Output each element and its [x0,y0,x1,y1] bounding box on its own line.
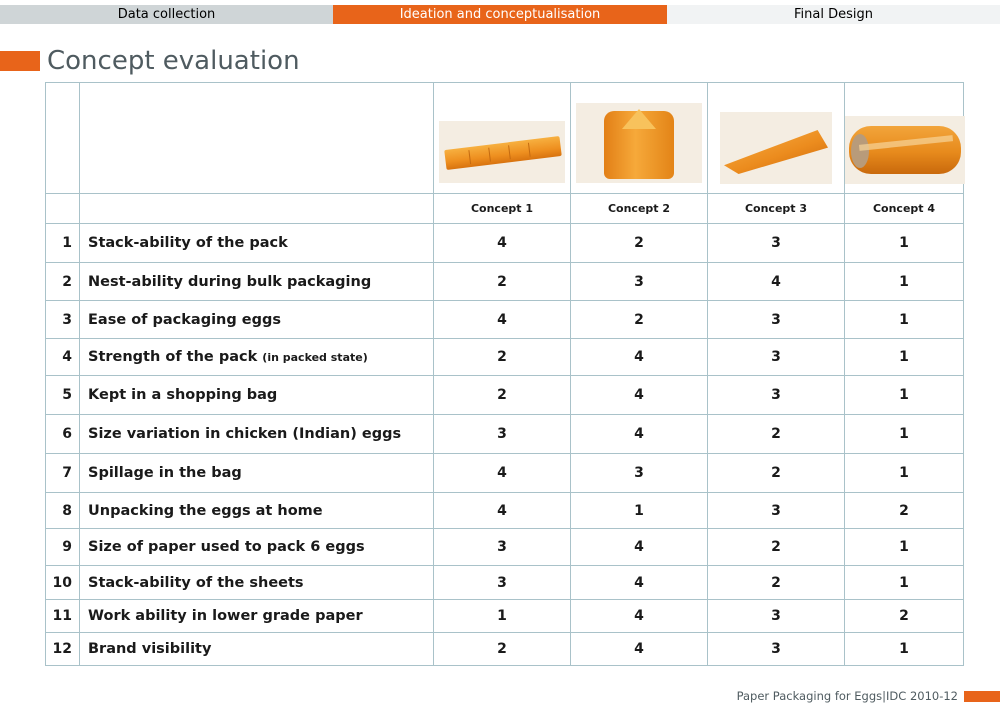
score-concept-4: 2 [845,493,964,529]
criterion-label: Unpacking the eggs at home [88,502,323,519]
score-concept-1: 4 [434,301,571,339]
criterion-cell [80,339,434,376]
score-concept-1: 1 [434,600,571,633]
score-concept-4: 1 [845,566,964,600]
row-number: 3 [46,301,80,339]
score-concept-2: 3 [571,263,708,301]
criterion-label: Stack-ability of the sheets [88,574,304,591]
score-concept-2: 2 [571,301,708,339]
score-concept-3: 2 [708,454,845,493]
score-concept-4: 1 [845,263,964,301]
score-concept-2: 4 [571,376,708,415]
row-number: 9 [46,529,80,566]
concept-3-image [720,112,832,184]
score-concept-2: 3 [571,454,708,493]
score-concept-1: 3 [434,415,571,454]
empty-cell [80,83,434,194]
concept-evaluation-table [45,82,964,666]
concept-header-row [46,194,964,224]
empty-cell [80,194,434,224]
score-concept-1: 3 [434,566,571,600]
table-row [46,633,964,666]
empty-cell [46,194,80,224]
nav-tab-ideation[interactable]: Ideation and conceptualisation [333,5,667,24]
score-concept-3: 2 [708,566,845,600]
table-row [46,566,964,600]
score-concept-1: 4 [434,493,571,529]
score-concept-1: 2 [434,633,571,666]
concept-header: Concept 4 [845,194,964,224]
table-row [46,263,964,301]
criterion-cell [80,224,434,263]
row-number: 4 [46,339,80,376]
concept-2-image-cell [571,83,708,194]
score-concept-3: 3 [708,493,845,529]
score-concept-4: 1 [845,339,964,376]
criterion-cell [80,600,434,633]
table-row [46,415,964,454]
footer-accent-bar [964,691,1000,702]
criterion-label: Brand visibility [88,641,212,657]
score-concept-1: 2 [434,376,571,415]
score-concept-4: 1 [845,415,964,454]
concept-3-image-cell [708,83,845,194]
score-concept-3: 4 [708,263,845,301]
concept-header: Concept 2 [571,194,708,224]
score-concept-2: 4 [571,566,708,600]
concept-3-pack-shape [724,130,828,174]
score-concept-4: 1 [845,224,964,263]
score-concept-4: 1 [845,301,964,339]
criterion-cell [80,301,434,339]
row-number: 1 [46,224,80,263]
score-concept-4: 1 [845,376,964,415]
score-concept-1: 4 [434,224,571,263]
criterion-cell [80,376,434,415]
criterion-label: Ease of packaging eggs [88,311,282,328]
score-concept-1: 3 [434,529,571,566]
score-concept-3: 3 [708,224,845,263]
row-number: 11 [46,600,80,633]
concept-4-image [845,116,965,184]
criterion-label: Spillage in the bag [88,465,242,481]
criterion-cell [80,633,434,666]
table-row [46,301,964,339]
score-concept-3: 2 [708,529,845,566]
criterion-label: Nest-ability during bulk packaging [88,273,372,290]
concept-header: Concept 1 [434,194,571,224]
title-accent-bar [0,51,40,71]
footer-text: Paper Packaging for Eggs|IDC 2010-12 [736,689,958,703]
criterion-cell [80,493,434,529]
score-concept-2: 4 [571,600,708,633]
score-concept-4: 1 [845,529,964,566]
row-number: 7 [46,454,80,493]
criterion-label: Work ability in lower grade paper [88,608,363,624]
score-concept-2: 1 [571,493,708,529]
row-number: 10 [46,566,80,600]
criterion-cell [80,415,434,454]
table-row [46,493,964,529]
criterion-label: Size variation in chicken (Indian) eggs [88,426,402,442]
table-row [46,339,964,376]
concept-1-image [439,121,565,183]
concept-1-pack-shape [444,136,562,170]
row-number: 2 [46,263,80,301]
score-concept-2: 4 [571,529,708,566]
criterion-cell [80,566,434,600]
criterion-label: Strength of the pack [88,349,258,365]
section-nav [0,5,1000,24]
concept-4-pack-shape [849,126,961,174]
score-concept-3: 3 [708,339,845,376]
row-number: 6 [46,415,80,454]
score-concept-3: 3 [708,376,845,415]
score-concept-3: 3 [708,600,845,633]
empty-cell [46,83,80,194]
page-title: Concept evaluation [47,46,300,76]
concept-header: Concept 3 [708,194,845,224]
table-row [46,529,964,566]
row-number: 8 [46,493,80,529]
concept-4-image-cell [845,83,964,194]
score-concept-3: 3 [708,633,845,666]
concept-1-image-cell [434,83,571,194]
score-concept-1: 2 [434,339,571,376]
score-concept-1: 4 [434,454,571,493]
score-concept-4: 1 [845,454,964,493]
score-concept-3: 2 [708,415,845,454]
score-concept-4: 2 [845,600,964,633]
row-number: 12 [46,633,80,666]
nav-tab-data-collection[interactable]: Data collection [0,5,333,24]
criterion-note: (in packed state) [262,351,368,364]
table-row [46,454,964,493]
criterion-cell [80,454,434,493]
criterion-label: Stack-ability of the pack [88,235,288,251]
score-concept-2: 4 [571,633,708,666]
table-row [46,224,964,263]
score-concept-4: 1 [845,633,964,666]
criterion-cell [80,263,434,301]
criterion-cell [80,529,434,566]
score-concept-1: 2 [434,263,571,301]
score-concept-2: 4 [571,339,708,376]
table-row [46,600,964,633]
nav-tab-final-design[interactable]: Final Design [667,5,1000,24]
table-row [46,376,964,415]
score-concept-3: 3 [708,301,845,339]
concept-2-pack-shape [604,111,674,179]
concept-image-row [46,83,964,194]
concept-2-image [576,103,702,183]
score-concept-2: 2 [571,224,708,263]
score-concept-2: 4 [571,415,708,454]
criterion-label: Kept in a shopping bag [88,387,278,403]
row-number: 5 [46,376,80,415]
criterion-label: Size of paper used to pack 6 eggs [88,539,365,555]
